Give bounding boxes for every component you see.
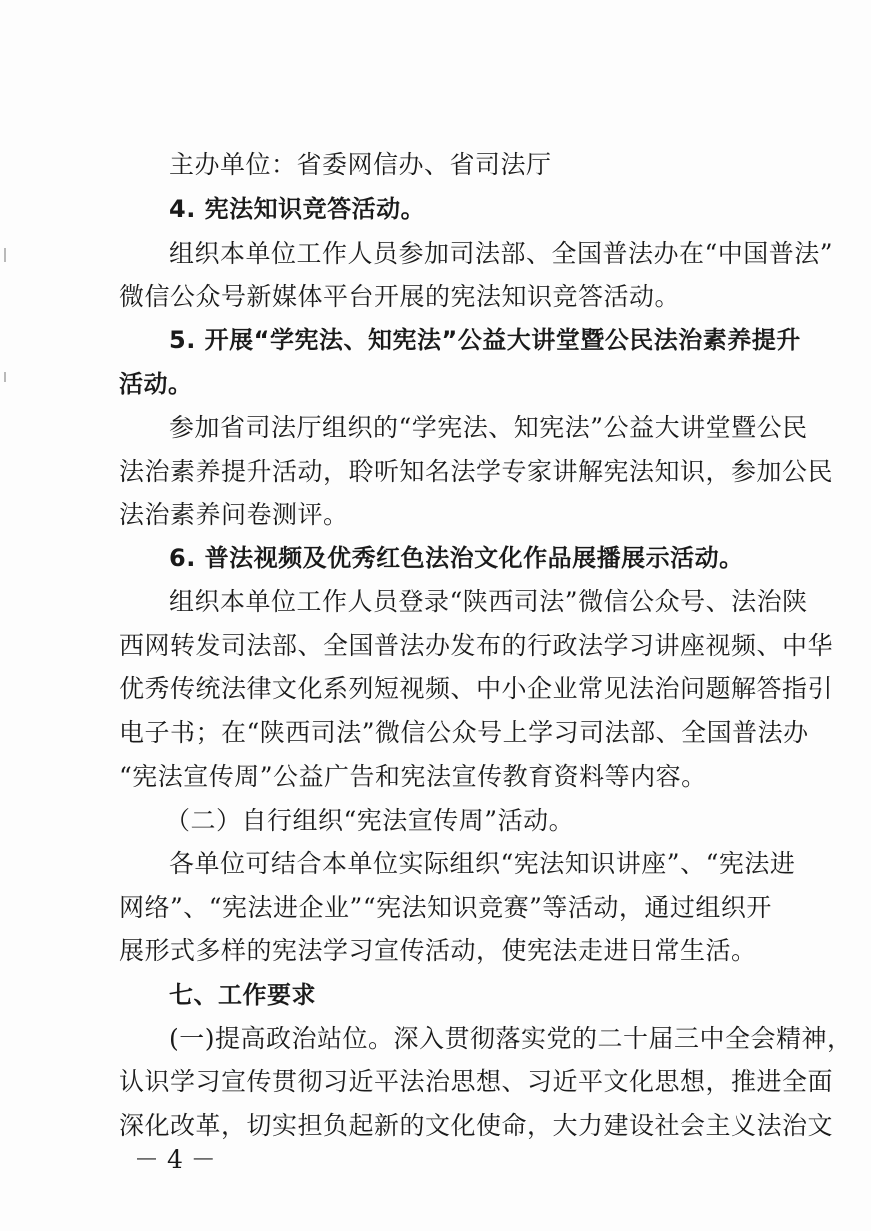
text-line: 微信公众号新媒体平台开展的宪法知识竞答活动。 (119, 282, 681, 311)
text-line: 西网转发司法部、全国普法办发布的行政法学习讲座视频、中华 (119, 631, 834, 660)
text-line: 优秀传统法律文化系列短视频、中小企业常见法治问题解答指引 (119, 674, 834, 703)
chapter-heading: 七、工作要求 (169, 981, 316, 1009)
text-line: 各单位可结合本单位实际组织“宪法知识讲座”、“宪法进 (169, 849, 796, 878)
text-line: 认识学习宣传贯彻习近平法治思想、习近平文化思想，推进全面 (119, 1067, 834, 1096)
text-line: 法治素养问卷测评。 (119, 500, 349, 529)
text-line: 电子书；在“陕西司法”微信公众号上学习司法部、全国普法办 (119, 718, 809, 747)
text-line: 网络”、“宪法进企业”“宪法知识竞赛”等活动，通过组织开 (119, 893, 772, 922)
text-line: 法治素养提升活动，聆听知名法学专家讲解宪法知识，参加公民 (119, 457, 834, 486)
subsection-heading: （二）自行组织“宪法宣传周”活动。 (165, 806, 575, 835)
text-line: 主办单位：省委网信办、省司法厅 (169, 150, 552, 179)
text-line: 参加省司法厅组织的“学宪法、知宪法”公益大讲堂暨公民 (169, 413, 808, 442)
text-line: 组织本单位工作人员参加司法部、全国普法办在“中国普法” (169, 239, 834, 268)
section-heading: 4. 宪法知识竞答活动。 (169, 195, 426, 223)
text-line: (一)提高政治站位。深入贯彻落实党的二十届三中全会精神， (169, 1024, 853, 1053)
text-line: 深化改革，切实担负起新的文化使命，大力建设社会主义法治文 (119, 1111, 834, 1140)
page-number: － 4 － (134, 1145, 216, 1174)
section-heading: 活动。 (119, 370, 193, 398)
scan-artifact (4, 372, 6, 382)
text-line: “宪法宣传周”公益广告和宪法宣传教育资料等内容。 (119, 762, 707, 791)
text-line: 组织本单位工作人员登录“陕西司法”微信公众号、法治陕 (169, 587, 808, 616)
section-heading: 5. 开展“学宪法、知宪法”公益大讲堂暨公民法治素养提升 (169, 326, 801, 354)
text-line: 展形式多样的宪法学习宣传活动，使宪法走进日常生活。 (119, 936, 757, 965)
scan-artifact (4, 248, 6, 262)
section-heading: 6. 普法视频及优秀红色法治文化作品展播展示活动。 (169, 544, 744, 572)
